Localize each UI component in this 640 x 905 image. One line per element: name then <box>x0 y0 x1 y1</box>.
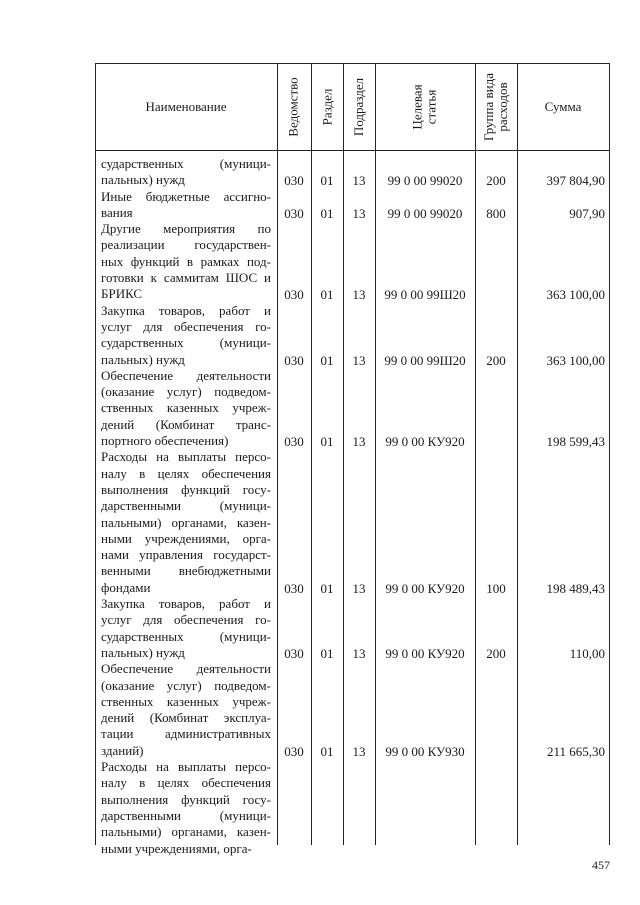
header-vedomstvo <box>277 63 311 150</box>
row-name-line: ными учреждениями, орга- <box>101 530 271 546</box>
row-gruppa: 800 <box>486 205 506 221</box>
row-podrazdel: 13 <box>352 205 366 221</box>
row-name-line: Расходы на выплаты персо- <box>101 449 271 465</box>
row-name-line: налу в целях обеспечения <box>101 775 271 791</box>
header-gruppa <box>475 63 517 150</box>
header-razdel-label: Раздел <box>319 88 334 125</box>
row-name-line: услуг для обеспечения го- <box>101 612 271 628</box>
header-name-label: Наименование <box>145 98 227 114</box>
table-border-left <box>95 63 96 845</box>
header-gruppa-line1: Группа вида <box>481 72 497 141</box>
row-name-line: пальных) нужд <box>101 172 185 188</box>
row-gruppa: 200 <box>486 352 506 368</box>
row-podrazdel: 13 <box>352 287 366 303</box>
row-vedomstvo: 030 <box>284 287 304 303</box>
row-razdel: 01 <box>320 287 334 303</box>
header-gruppa-line2: расходов <box>495 81 511 132</box>
row-name-line: Обеспечение деятельности <box>101 661 271 677</box>
row-name-line: (оказание услуг) подведом- <box>101 384 271 400</box>
header-celevaya-line1: Целевая <box>409 83 425 130</box>
header-vedomstvo-label: Ведомство <box>286 76 301 137</box>
row-name <box>101 661 271 759</box>
row-gruppa: 100 <box>486 580 506 596</box>
row-razdel: 01 <box>320 743 334 759</box>
row-name-line: услуг для обеспечения го- <box>101 318 271 334</box>
row-vedomstvo: 030 <box>284 173 304 189</box>
row-summa: 211 665,30 <box>546 743 605 759</box>
row-razdel: 01 <box>320 205 334 221</box>
row-name-line: Другие мероприятия по <box>101 221 271 237</box>
row-razdel: 01 <box>320 646 334 661</box>
row-name-line: дений (Комбинат транс- <box>101 416 271 432</box>
row-name-line: выполнения функций госу- <box>101 791 271 807</box>
row-name-line: ных функций в рамках под- <box>101 253 271 269</box>
row-name <box>101 449 271 596</box>
row-razdel: 01 <box>320 352 334 368</box>
row-name <box>101 303 271 368</box>
table-border-right <box>609 63 610 845</box>
row-razdel: 01 <box>320 173 334 189</box>
row-name-line: пальных) нужд <box>101 351 185 367</box>
row-name-line: реализации государствен- <box>101 237 271 253</box>
row-name-line: Закупка товаров, работ и <box>101 302 271 318</box>
row-podrazdel: 13 <box>352 743 366 759</box>
header-razdel <box>311 63 343 150</box>
budget-table <box>95 63 610 856</box>
row-name-line: портного обеспечения) <box>101 433 229 449</box>
row-summa: 363 100,00 <box>546 352 605 368</box>
row-celevaya: 99 0 00 99Ш20 <box>384 287 466 303</box>
row-summa: 397 804,90 <box>546 173 605 189</box>
row-name <box>101 759 271 857</box>
row-name-line: ственных казенных учреж- <box>101 400 271 416</box>
header-podrazdel <box>343 63 375 150</box>
row-name-line: дарственными (муници- <box>101 498 271 514</box>
row-vedomstvo: 030 <box>284 205 304 221</box>
row-vedomstvo: 030 <box>284 434 304 450</box>
page-number: 457 <box>592 858 610 872</box>
row-podrazdel: 13 <box>352 580 366 596</box>
header-name <box>95 63 277 150</box>
header-celevaya-line2: статья <box>423 89 439 124</box>
row-vedomstvo: 030 <box>284 580 304 596</box>
row-summa: 110,00 <box>569 646 605 661</box>
row-podrazdel: 13 <box>352 173 366 189</box>
row-name-line: сударственных (муници- <box>101 628 271 644</box>
row-summa: 198 599,43 <box>546 434 605 450</box>
row-celevaya: 99 0 00 КУ920 <box>385 580 465 596</box>
row-name-line: сударственных (муници- <box>101 335 271 351</box>
row-name-line: дарственными (муници- <box>101 807 271 823</box>
row-name-line: Иные бюджетные ассигно- <box>101 188 271 204</box>
row-name-line: зданий) <box>101 742 144 758</box>
row-name-line: выполнения функций госу- <box>101 481 271 497</box>
row-name-line: Закупка товаров, работ и <box>101 596 271 612</box>
header-podrazdel-label: Подраздел <box>351 77 367 136</box>
row-celevaya: 99 0 00 99020 <box>387 205 463 221</box>
row-name <box>101 221 271 302</box>
row-name-line: Расходы на выплаты персо- <box>101 759 271 775</box>
row-razdel: 01 <box>320 434 334 450</box>
row-summa: 363 100,00 <box>546 287 605 303</box>
row-name <box>101 156 271 189</box>
row-podrazdel: 13 <box>352 434 366 450</box>
row-name-line: (оказание услуг) подведом- <box>101 677 271 693</box>
row-summa: 907,90 <box>569 205 605 221</box>
row-name-line: пальными) органами, казен- <box>101 824 271 840</box>
row-celevaya: 99 0 00 КУ920 <box>385 646 465 661</box>
row-name-line: дений (Комбинат эксплуа- <box>101 710 271 726</box>
header-celevaya <box>375 63 475 150</box>
row-summa: 198 489,43 <box>546 580 605 596</box>
row-celevaya: 99 0 00 99Ш20 <box>384 352 466 368</box>
row-gruppa: 200 <box>486 173 506 189</box>
row-name-line: венными внебюджетными <box>101 563 271 579</box>
row-celevaya: 99 0 00 КУ920 <box>385 434 465 450</box>
row-name-line: ственных казенных учреж- <box>101 693 271 709</box>
row-celevaya: 99 0 00 99020 <box>387 173 463 189</box>
row-vedomstvo: 030 <box>284 646 304 661</box>
row-name-line: нами управления государст- <box>101 547 271 563</box>
row-name <box>101 189 271 222</box>
header-divider <box>95 150 610 151</box>
row-name-line: Обеспечение деятельности <box>101 367 271 383</box>
row-name-line: БРИКС <box>101 286 143 302</box>
row-name-line: тации административных <box>101 726 271 742</box>
row-name-line: пальных) нужд <box>101 644 185 660</box>
row-razdel: 01 <box>320 580 334 596</box>
header-celevaya-label <box>411 84 439 129</box>
row-vedomstvo: 030 <box>284 743 304 759</box>
row-podrazdel: 13 <box>352 352 366 368</box>
row-podrazdel: 13 <box>352 646 366 661</box>
row-celevaya: 99 0 00 КУ930 <box>385 743 465 759</box>
row-vedomstvo: 030 <box>284 352 304 368</box>
header-summa <box>517 63 609 150</box>
header-gruppa-label <box>482 73 510 141</box>
row-name-line: сударственных (муници- <box>101 156 271 171</box>
row-name-line: пальными) органами, казен- <box>101 514 271 530</box>
row-name-line: ными учреждениями, орга- <box>101 840 252 856</box>
row-name-line: фондами <box>101 579 151 595</box>
row-name <box>101 596 271 661</box>
row-name <box>101 368 271 449</box>
header-summa-label: Сумма <box>544 98 582 114</box>
row-name-line: вания <box>101 204 133 220</box>
row-gruppa: 200 <box>486 646 506 661</box>
row-name-line: налу в целях обеспечения <box>101 465 271 481</box>
row-name-line: готовки к саммитам ШОС и <box>101 270 271 286</box>
